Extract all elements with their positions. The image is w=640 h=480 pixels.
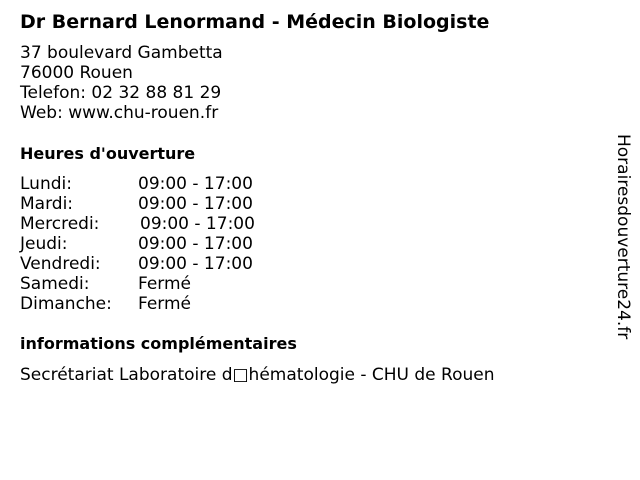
hours-value: Fermé <box>138 294 192 314</box>
hours-row-saturday <box>20 274 320 294</box>
hours-value: 09:00 - 17:00 <box>138 174 253 194</box>
hours-row-sunday <box>20 294 320 314</box>
hours-row-tuesday <box>20 194 320 214</box>
city: 76000 Rouen <box>20 63 133 83</box>
day-label: Jeudi: <box>20 234 68 254</box>
watermark-text: Horairesdouverture24.fr <box>613 134 633 340</box>
hours-row-friday <box>20 254 320 274</box>
site-watermark <box>611 134 637 346</box>
opening-hours-table <box>20 174 320 314</box>
additional-info-heading: informations complémentaires <box>20 334 297 353</box>
hours-row-monday <box>20 174 320 194</box>
day-label: Lundi: <box>20 174 72 194</box>
day-label: Samedi: <box>20 274 90 294</box>
hours-row-wednesday <box>20 214 320 234</box>
hours-value: Fermé <box>138 274 192 294</box>
page-title: Dr Bernard Lenormand - Médecin Biologiste <box>20 11 490 33</box>
opening-hours-heading: Heures d'ouverture <box>20 144 196 163</box>
day-label: Mercredi: <box>20 214 100 234</box>
hours-value: 09:00 - 17:00 <box>140 214 255 234</box>
day-label: Mardi: <box>20 194 74 214</box>
day-label: Vendredi: <box>20 254 101 274</box>
hours-row-thursday <box>20 234 320 254</box>
phone-number: Telefon: 02 32 88 81 29 <box>20 83 222 103</box>
hours-value: 09:00 - 17:00 <box>138 234 253 254</box>
day-label: Dimanche: <box>20 294 112 314</box>
address-block <box>20 43 223 123</box>
street-address: 37 boulevard Gambetta <box>20 43 223 63</box>
website: Web: www.chu-rouen.fr <box>20 103 219 123</box>
hours-value: 09:00 - 17:00 <box>138 254 253 274</box>
additional-info-text: Secrétariat Laboratoire d□hématologie - CHU de Rouen <box>20 365 495 385</box>
hours-value: 09:00 - 17:00 <box>138 194 253 214</box>
